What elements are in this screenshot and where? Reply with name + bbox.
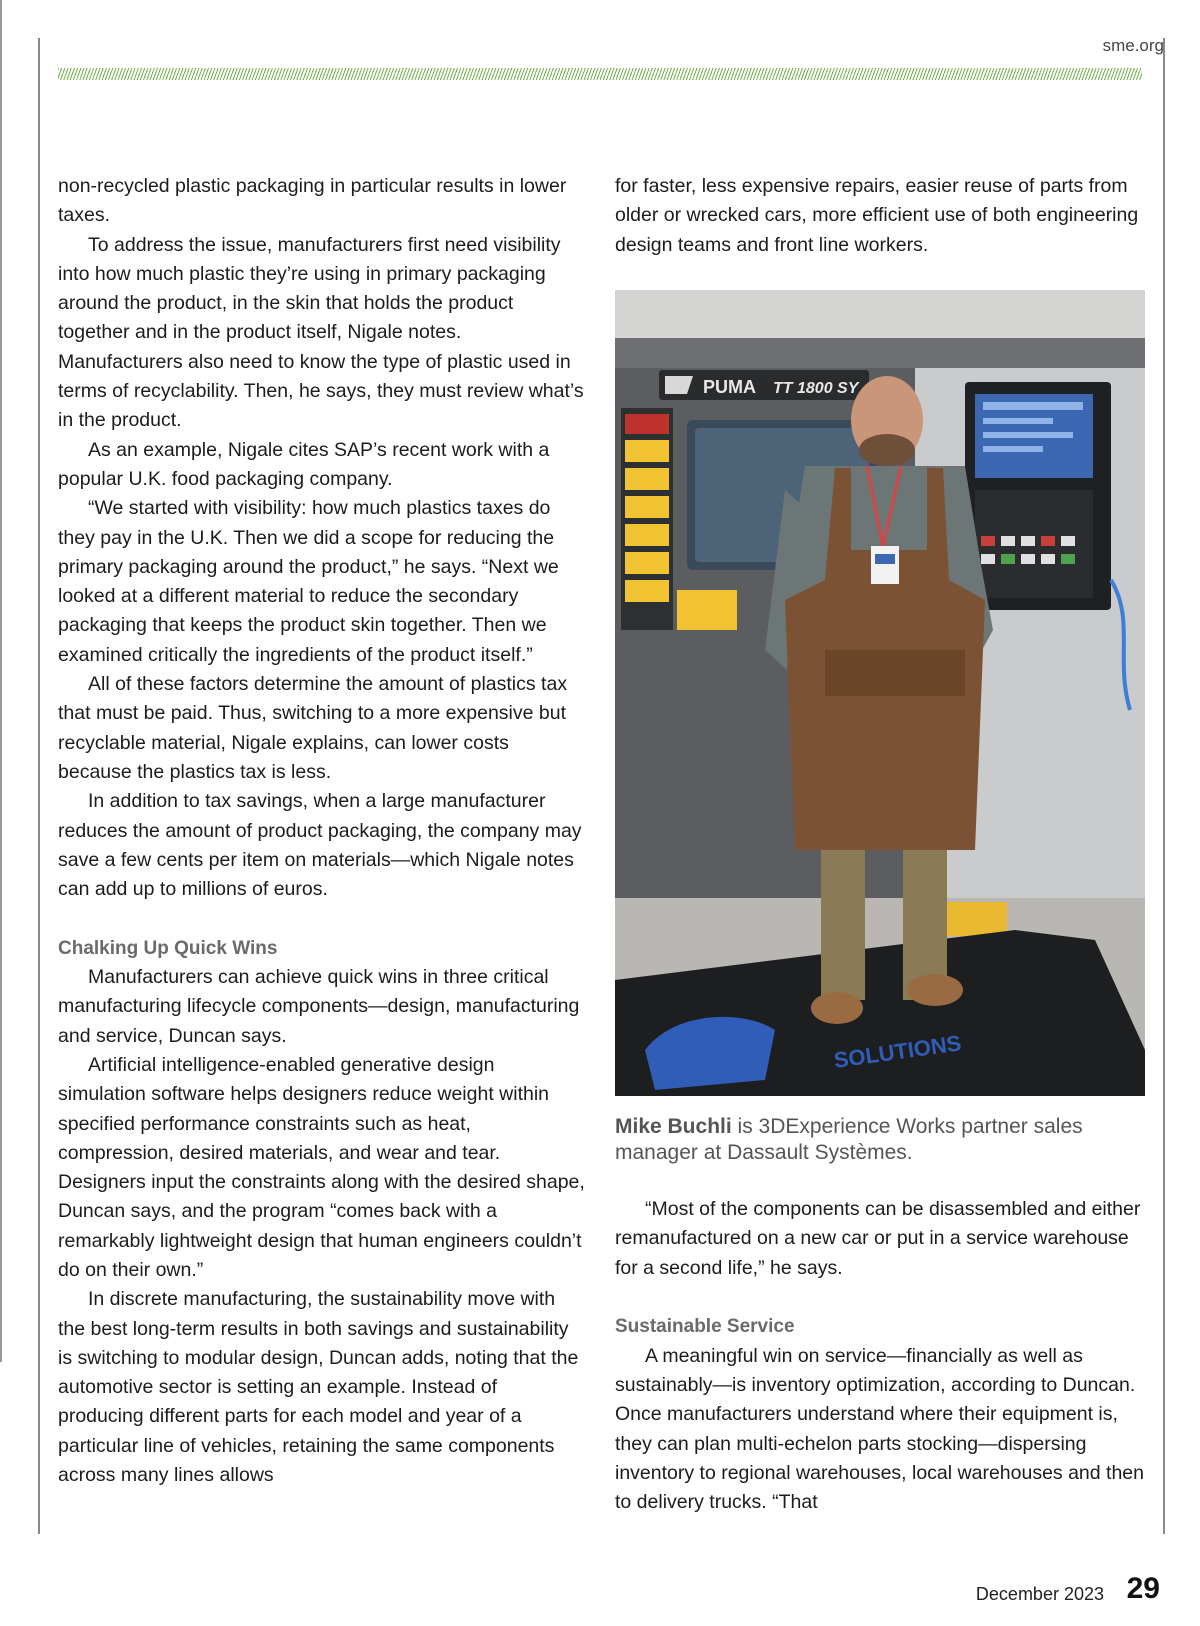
section-heading: Sustainable Service bbox=[615, 1316, 795, 1338]
paragraph: A meaningful win on service—financially as well as sustainably—is inventory optimization, according to Duncan. Once manufacturers understand where their equipment is, they can plan multi-echelon parts stocking—dispersing inventory to regional warehouses, local warehouses and then to delivery trucks. “That bbox=[615, 1344, 1144, 1514]
photo-caption bbox=[615, 1114, 1145, 1166]
machine-model-label: TT 1800 SY bbox=[773, 379, 859, 397]
mat-logo-text: SOLUTIONS bbox=[832, 1030, 963, 1073]
caption-name: Mike Buchli bbox=[615, 1114, 732, 1138]
section-heading: Chalking Up Quick Wins bbox=[58, 937, 278, 959]
page-number: 29 bbox=[1126, 1572, 1160, 1605]
paragraph: Artificial intelligence-enabled generative design simulation software helps designers reduce weight within specified performance constraints such as heat, compression, desired materials, and wear and tear. Designers input the constraints along with the desired shape, Duncan says, and the program “comes back with a remarkably lightweight design that human engineers couldn’t do on their own.” bbox=[58, 1053, 585, 1281]
right-margin-rule bbox=[1163, 38, 1165, 1534]
column-divider bbox=[0, 0, 2, 1362]
right-column bbox=[615, 172, 1145, 1517]
paragraph: for faster, less expensive repairs, easier reuse of parts from older or wrecked cars, more efficient use of both engineering design teams and front line workers. bbox=[615, 175, 1139, 256]
site-url[interactable]: sme.org bbox=[1102, 36, 1164, 55]
left-margin-rule bbox=[38, 38, 40, 1534]
paragraph: To address the issue, manufacturers first need visibility into how much plastic they’re using in primary packaging around the product, in the skin that holds the product together and in the product itself, Nigale notes. Manufacturers also need to know the type of plastic used in terms of recyclability. Then, he says, they must review what’s in the product. bbox=[58, 233, 584, 432]
paragraph: In addition to tax savings, when a large manufacturer reduces the amount of product packaging, the company may save a few cents per item on materials—which Nigale notes can add up to millions of euros. bbox=[58, 790, 582, 901]
photo-illustration bbox=[615, 290, 1145, 1096]
paragraph: non-recycled plastic packaging in particular results in lower taxes. bbox=[58, 175, 567, 227]
paragraph: In discrete manufacturing, the sustainability move with the best long-term results in both savings and sustainability is switching to modular design, Duncan adds, noting that the automotive sector is setting an example. Instead of producing different parts for each model and year of a particular line of vehicles, retaining the same components across many lines allows bbox=[58, 1288, 579, 1487]
photo-man-in-apron-at-cnc-machine bbox=[615, 290, 1145, 1096]
caption-text: is 3DExperience Works partner sales manager at Dassault Systèmes. bbox=[615, 1114, 1083, 1164]
paragraph: As an example, Nigale cites SAP’s recent work with a popular U.K. food packaging company. bbox=[58, 438, 550, 490]
paragraph: “We started with visibility: how much plastics taxes do they pay in the U.K. Then we did a scope for reducing the primary packaging around the product,” he says. “Next we looked at a different material to reduce the secondary packaging that keeps the product skin together. Then we examined critically the ingredients of the product itself.” bbox=[58, 497, 559, 666]
paragraph: Manufacturers can achieve quick wins in three critical manufacturing lifecycle components—design, manufacturing and service, Duncan says. bbox=[58, 966, 580, 1047]
machine-brand-label: PUMA bbox=[703, 376, 756, 397]
paragraph: “Most of the components can be disassembled and either remanufactured on a new car or put in a service warehouse for a second life,” he says. bbox=[615, 1198, 1141, 1279]
paragraph: All of these factors determine the amount of plastics tax that must be paid. Thus, switching to a more expensive but recyclable material, Nigale explains, can lower costs because the plastics tax is less. bbox=[58, 673, 568, 783]
header-hatch-bar bbox=[58, 68, 1142, 80]
issue-date: December 2023 bbox=[975, 1584, 1104, 1604]
left-column bbox=[58, 172, 586, 1490]
